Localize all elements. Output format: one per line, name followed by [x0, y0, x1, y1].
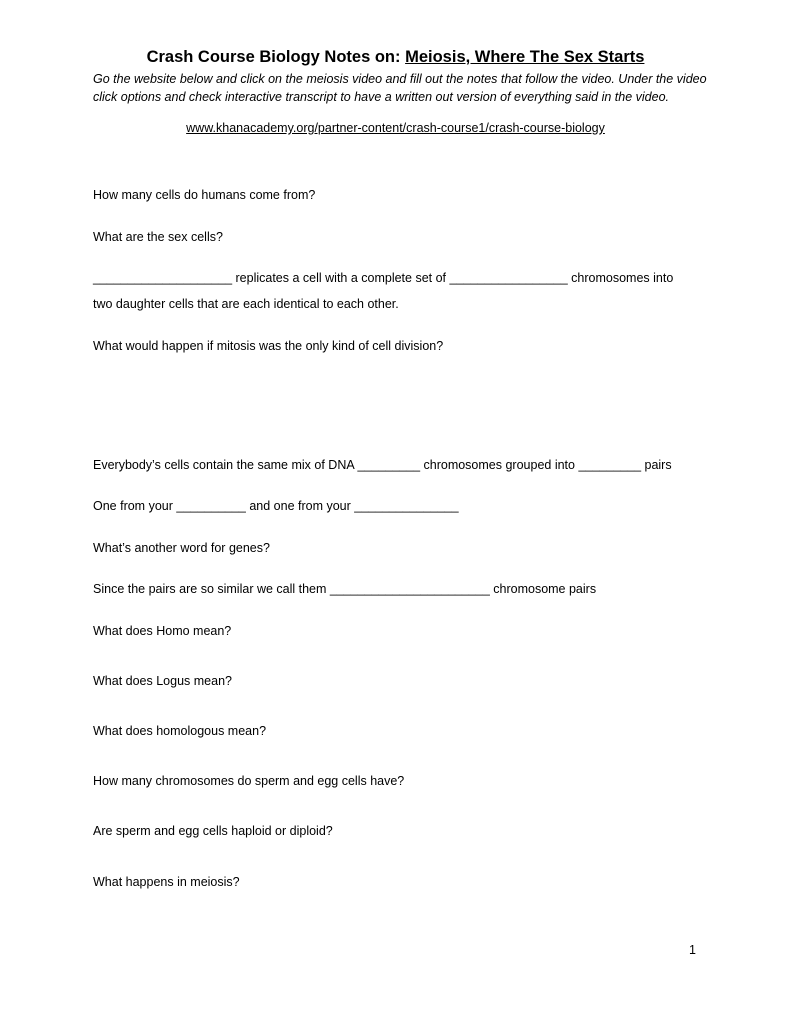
title-topic: Meiosis, Where The Sex Starts	[405, 48, 645, 66]
question-mitosis-only: What would happen if mitosis was the only kind of cell division?	[93, 339, 444, 353]
question-homo-meaning: What does Homo mean?	[93, 624, 232, 638]
question-homologous-meaning: What does homologous mean?	[93, 724, 267, 738]
question-word-for-genes: What’s another word for genes?	[93, 541, 270, 555]
page-title	[0, 48, 791, 67]
question-one-from-your: One from your __________ and one from your _______________	[93, 499, 459, 513]
question-meiosis-happens: What happens in meiosis?	[93, 875, 240, 889]
instructions-text: Go the website below and click on the meiosis video and fill out the notes that follow the video. Under the video click options and check interactive transcript to have a written out version of everything said in the video.	[93, 72, 707, 104]
question-haploid-diploid: Are sperm and egg cells haploid or diploid?	[93, 824, 333, 838]
question-mitosis-blank-line1: ____________________ replicates a cell with a complete set of _________________ chromosomes into	[93, 271, 674, 285]
question-logus-meaning: What does Logus mean?	[93, 674, 232, 688]
page-number: 1	[689, 943, 696, 957]
question-similar-pairs: Since the pairs are so similar we call them _______________________ chromosome pairs	[93, 582, 597, 596]
khan-academy-link[interactable]: www.khanacademy.org/partner-content/crash-course1/crash-course-biology	[186, 121, 605, 135]
question-sex-cells: What are the sex cells?	[93, 230, 223, 244]
title-prefix: Crash Course Biology Notes on:	[146, 48, 406, 66]
question-cells-origin: How many cells do humans come from?	[93, 188, 316, 202]
question-sperm-egg-count: How many chromosomes do sperm and egg cells have?	[93, 774, 405, 788]
question-dna-chromosomes: Everybody’s cells contain the same mix of DNA _________ chromosomes grouped into _________ pairs	[93, 458, 672, 472]
question-mitosis-blank-line2: two daughter cells that are each identical to each other.	[93, 297, 399, 311]
